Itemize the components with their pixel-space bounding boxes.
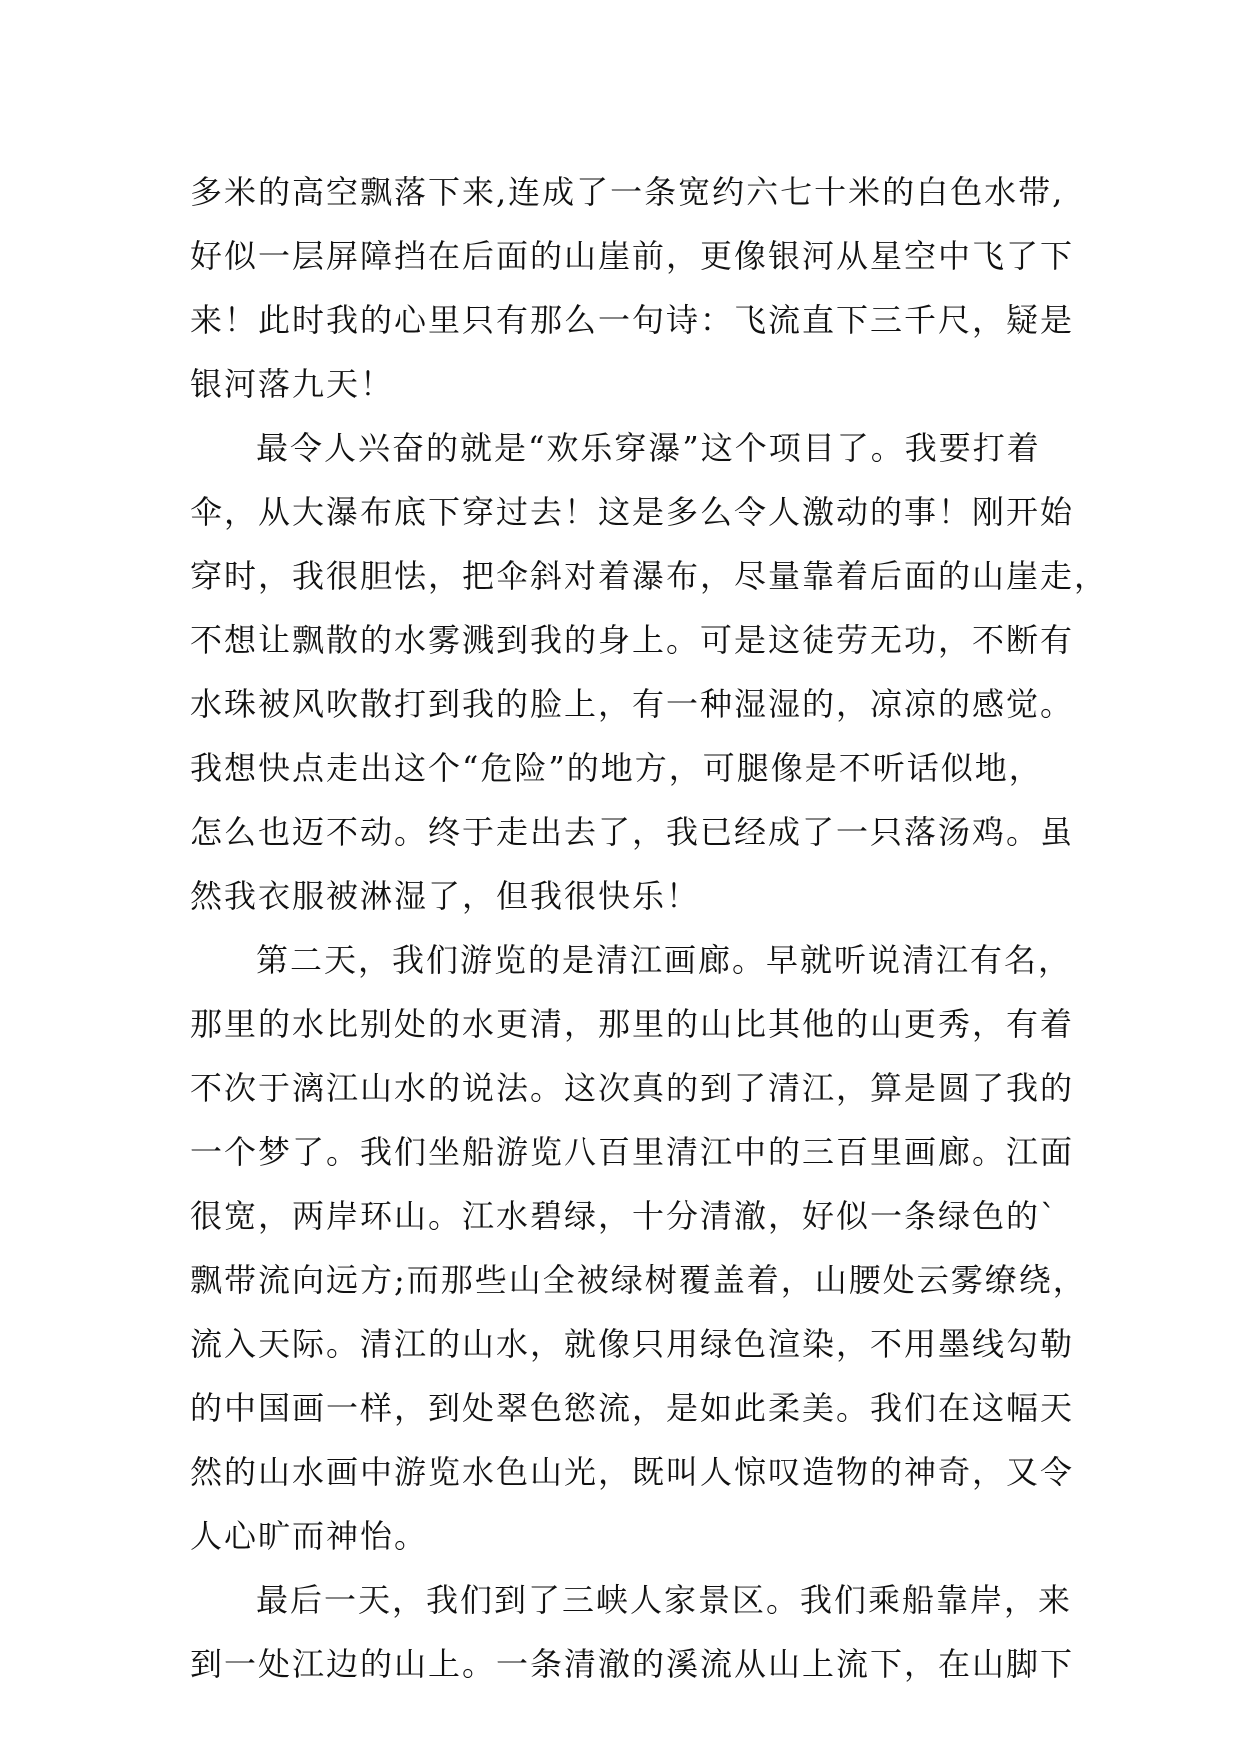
paragraph-start-line: 最后一天，我们到了三峡人家景区。我们乘船靠岸，来 [256, 1581, 1073, 1619]
text-line: 流入天际。清江的山水，就像只用绿色渲染，不用墨线勾勒 [190, 1325, 1075, 1363]
text-line: 人心旷而神怡。 [190, 1517, 429, 1555]
text-line: 怎么也迈不动。终于走出去了，我已经成了一只落汤鸡。虽 [190, 813, 1075, 851]
text-line: 那里的水比别处的水更清，那里的山比其他的山更秀，有着 [190, 1005, 1075, 1043]
paragraph-start-line: 第二天，我们游览的是清江画廊。早就听说清江有名， [256, 941, 1073, 979]
text-line: 不想让飘散的水雾溅到我的身上。可是这徒劳无功，不断有 [190, 621, 1075, 659]
text-line: 到一处江边的山上。一条清澈的溪流从山上流下，在山脚下 [190, 1645, 1075, 1683]
text-line: 水珠被风吹散打到我的脸上，有一种湿湿的，凉凉的感觉。 [190, 685, 1075, 723]
body-text [190, 160, 1109, 1696]
text-line: 穿时，我很胆怯，把伞斜对着瀑布，尽量靠着后面的山崖走， [190, 557, 1109, 595]
text-line: 伞，从大瀑布底下穿过去！这是多么令人激动的事！刚开始 [190, 493, 1075, 531]
text-line: 的中国画一样，到处翠色慾流，是如此柔美。我们在这幅天 [190, 1389, 1075, 1427]
text-line: 然的山水画中游览水色山光，既叫人惊叹造物的神奇，又令 [190, 1453, 1075, 1491]
text-line: 来！此时我的心里只有那么一句诗：飞流直下三千尺，疑是 [190, 301, 1075, 339]
text-line: 飘带流向远方;而那些山全被绿树覆盖着，山腰处云雾缭绕， [190, 1261, 1087, 1299]
text-line: 不次于漓江山水的说法。这次真的到了清江，算是圆了我的 [190, 1069, 1075, 1107]
text-line: 一个梦了。我们坐船游览八百里清江中的三百里画廊。江面 [190, 1133, 1075, 1171]
text-line: 好似一层屏障挡在后面的山崖前，更像银河从星空中飞了下 [190, 237, 1075, 275]
text-line: 然我衣服被淋湿了，但我很快乐！ [190, 877, 701, 915]
text-line: 银河落九天！ [190, 365, 395, 403]
text-line: 多米的高空飘落下来,连成了一条宽约六七十米的白色水带, [190, 173, 1065, 211]
text-line: 很宽，两岸环山。江水碧绿，十分清澈，好似一条绿色的` [190, 1197, 1059, 1235]
text-line: 我想快点走出这个“危险”的地方，可腿像是不听话似地， [190, 749, 1043, 787]
paragraph-start-line: 最令人兴奋的就是“欢乐穿瀑”这个项目了。我要打着 [256, 429, 1041, 467]
